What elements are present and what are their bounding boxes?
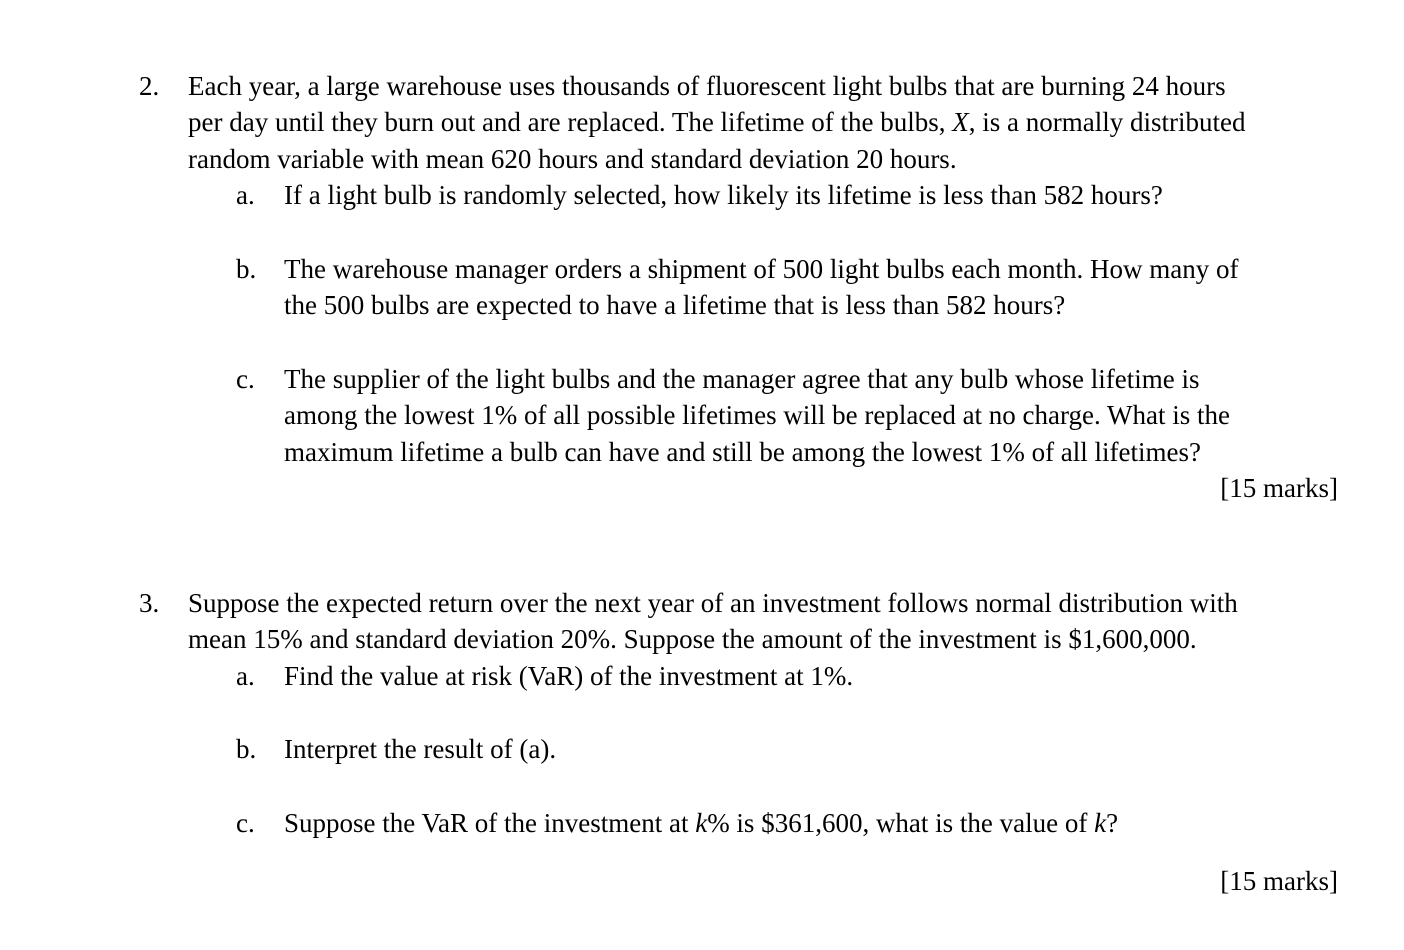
- part-label: c.: [236, 364, 255, 394]
- question-number: 2.: [139, 71, 160, 101]
- variable-k: k: [695, 808, 708, 838]
- part-text: The warehouse manager orders a shipment of 500 light bulbs each month. How many of: [284, 254, 1239, 284]
- part-text: The supplier of the light bulbs and the manager agree that any bulb whose lifetime is: [284, 364, 1200, 394]
- variable-x: X: [952, 107, 969, 137]
- part-label: b.: [236, 254, 257, 284]
- part-text: the 500 bulbs are expected to have a lifetime that is less than 582 hours?: [284, 290, 1066, 320]
- question-text-line: Each year, a large warehouse uses thousands of fluorescent light bulbs that are burning 24 hours: [188, 71, 1226, 101]
- question-text-line: random variable with mean 620 hours and standard deviation 20 hours.: [188, 144, 957, 174]
- question-number: 3.: [139, 588, 160, 618]
- part-text: Interpret the result of (a).: [284, 734, 557, 764]
- part-label: a.: [236, 661, 255, 691]
- part-text: If a light bulb is randomly selected, how likely its lifetime is less than 582 hours?: [284, 180, 1163, 210]
- marks-label: [15 marks]: [1220, 866, 1338, 896]
- variable-k: k: [1094, 808, 1107, 838]
- part-label: c.: [236, 808, 255, 838]
- part-text: among the lowest 1% of all possible lifetimes will be replaced at no charge. What is the: [284, 400, 1230, 430]
- question-text-line: per day until they burn out and are replaced. The lifetime of the bulbs, X, is a normally distributed: [188, 107, 1246, 137]
- part-text: Suppose the VaR of the investment at k% is $361,600, what is the value of k?: [284, 808, 1119, 838]
- part-label: b.: [236, 734, 257, 764]
- part-label: a.: [236, 180, 255, 210]
- marks-label: [15 marks]: [1220, 473, 1338, 503]
- question-text-line: mean 15% and standard deviation 20%. Suppose the amount of the investment is $1,600,000.: [188, 624, 1197, 654]
- question-text-line: Suppose the expected return over the next year of an investment follows normal distribution with: [188, 588, 1238, 618]
- part-text: maximum lifetime a bulb can have and still be among the lowest 1% of all lifetimes?: [284, 437, 1201, 467]
- part-text: Find the value at risk (VaR) of the investment at 1%.: [284, 661, 854, 691]
